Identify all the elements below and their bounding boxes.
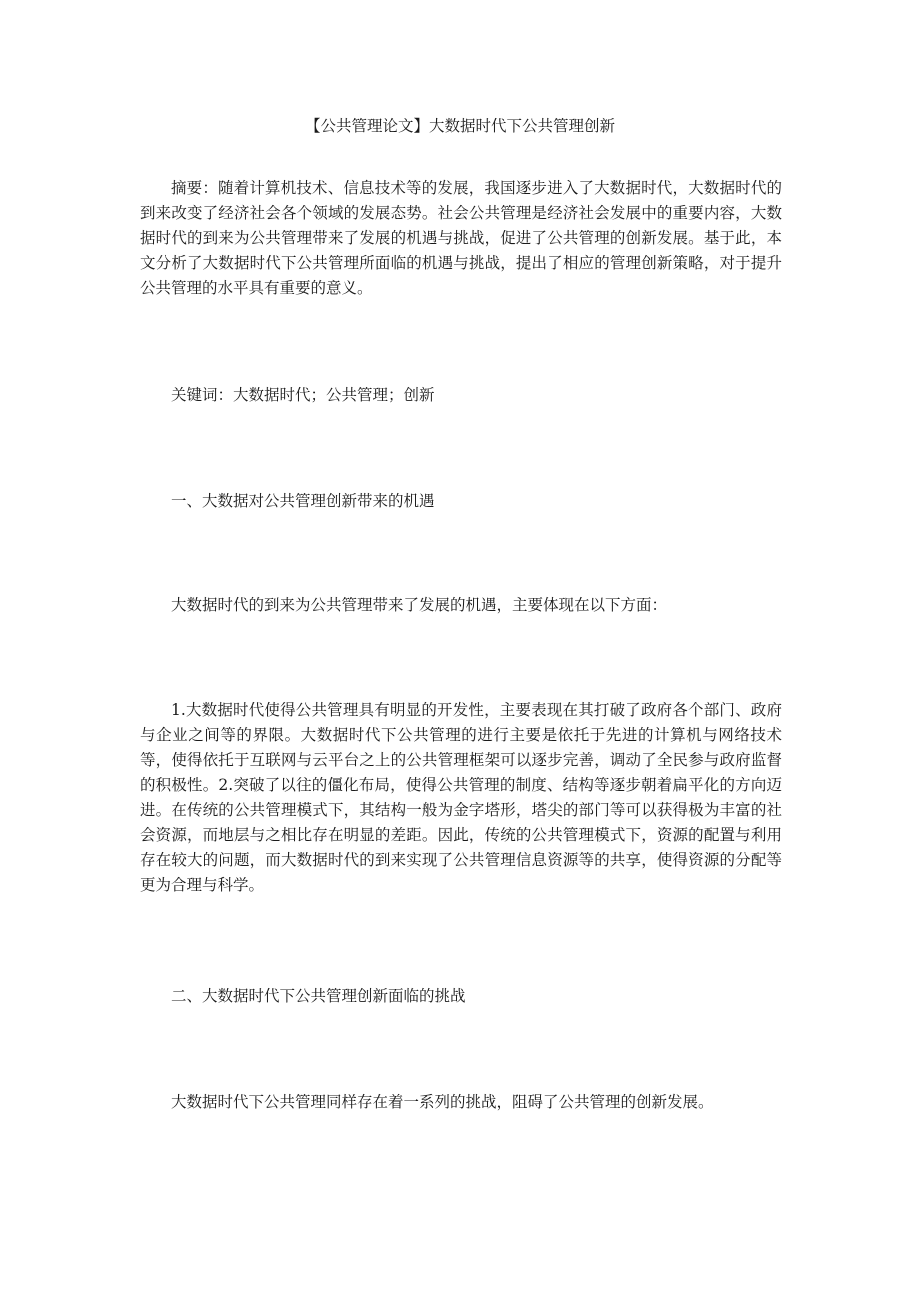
keywords-line: 关键词：大数据时代；公共管理；创新 [171, 386, 435, 404]
section-2-intro: 大数据时代下公共管理同样存在着一系列的挑战，阻碍了公共管理的创新发展。 [171, 1093, 714, 1111]
section-1-intro: 大数据时代的到来为公共管理带来了发展的机遇，主要体现在以下方面： [171, 596, 668, 614]
abstract-paragraph: 摘要：随着计算机技术、信息技术等的发展，我国逐步进入了大数据时代，大数据时代的到来改变了经济社会各个领域的发展态势。社会公共管理是经济社会发展中的重要内容，大数据时代的到来为公共管理带来了发展的机遇与挑战，促进了公共管理的创新发展。基于此，本文分析了大数据时代下公共管理所面临的机遇与挑战，提出了相应的管理创新策略，对于提升公共管理的水平具有重要的意义。 [140, 179, 782, 297]
section-2-heading: 二、大数据时代下公共管理创新面临的挑战 [171, 987, 466, 1005]
section-1-body: 1.大数据时代使得公共管理具有明显的开发性，主要表现在其打破了政府各个部门、政府与企业之间等的界限。大数据时代下公共管理的进行主要是依托于先进的计算机与网络技术等，使得依托于互联网与云平台之上的公共管理框架可以逐步完善，调动了全民参与政府监督的积极性。2.突破了以往的僵化布局，使得公共管理的制度、结构等逐步朝着扁平化的方向迈进。在传统的公共管理模式下，其结构一般为金字塔形，塔尖的部门等可以获得极为丰富的社会资源，而地层与之相比存在明显的差距。因此，传统的公共管理模式下，资源的配置与利用存在较大的问题，而大数据时代的到来实现了公共管理信息资源等的共享，使得资源的分配等更为合理与科学。 [140, 701, 782, 894]
section-1-heading: 一、大数据对公共管理创新带来的机遇 [171, 492, 435, 510]
document-title: 【公共管理论文】大数据时代下公共管理创新 [304, 117, 615, 135]
